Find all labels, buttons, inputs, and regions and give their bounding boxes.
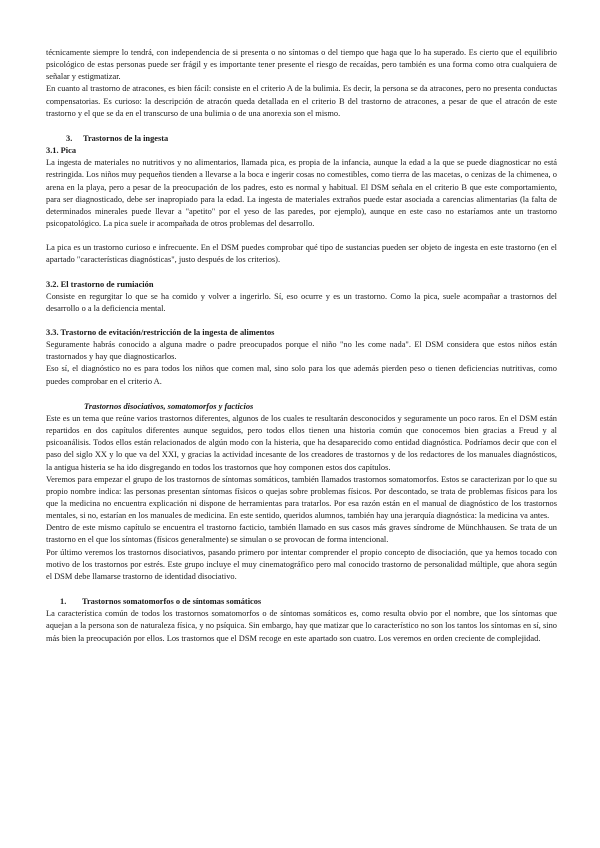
section-title: Trastornos somatomorfos o de síntomas somáticos [82, 597, 262, 607]
paragraph: En cuanto al trastorno de atracones, es bien fácil: consiste en el criterio A de la bulimia. Es decir, la persona se da atracones, pero no presenta conductas compensatorias. Es curioso: la descripción de atracón queda detallada en el criterio B del trastorno de atracones, a pesar de que el atracón de este trastorno y el que se da en el transcurso de una bulimia o de una anorexia son el mismo. [46, 84, 557, 118]
chapter-heading: Trastornos disociativos, somatomorfos y facticios [84, 401, 254, 411]
paragraph: La ingesta de materiales no nutritivos y no alimentarios, llamada pica, es propia de la infancia, aunque la edad a la que se puede diagnosticar no está restringida. Los niños muy pequeños tienden a llevarse a la boca e ingerir cosas no comestibles, como tierra de las macetas, o cenizas de la chimenea, o arena en la playa, pero a pesar de la preocupación de los padres, esto es normal y habitual. El DSM señala en el criterio B que este comportamiento, para ser diagnosticado, debe ser inapropiado para la edad. La ingesta de materiales extraños puede estar asociada a carencias alimentarias (la falta de determinados minerales puede llevar a "apetito" por el yeso de las paredes, por ejemplo), aunque en este caso no estaríamos ante un trastorno psicopatológico. La pica suele ir acompañada de otros problemas del desarrollo. [46, 158, 557, 229]
section-title: Trastornos de la ingesta [83, 133, 169, 143]
paragraph: Este es un tema que reúne varios trastornos diferentes, algunos de los cuales te resultarán desconocidos y seguramente un poco raros. En el DSM están repartidos en dos capítulos diferentes aunque seguidos, pero todos ellos tienen una historia común que conocemos bien gracias a Freud y al psicoanálisis. Todos ellos están relacionados de algún modo con la histeria, que ha desaparecido como entidad diagnóstica. Podríamos decir que con el paso del siglo XX y lo que va del XXI, y gracias la actividad incesante de los creadores de trastornos y de los redactores de los manuales diagnósticos, la antigua histeria se ha ido disgregando en todos los trastornos que hoy componen estos dos capítulos. [46, 413, 557, 472]
subsection-heading: 3.2. El trastorno de rumiación [46, 279, 154, 289]
subsection-heading: 3.1. Pica [46, 146, 77, 156]
paragraph: Seguramente habrás conocido a alguna madre o padre preocupados porque el niño "no les come nada". El DSM considera que estos niños están trastornados y hay que diagnosticarlos. [46, 340, 557, 362]
paragraph: Consiste en regurgitar lo que se ha comido y volver a ingerirlo. Sí, eso ocurre y es un trastorno. Como la pica, suele acompañar a trastornos del desarrollo o a la deficiencia mental. [46, 291, 557, 313]
paragraph: Veremos para empezar el grupo de los trastornos de síntomas somáticos, también llamados trastornos somatomorfos. Estos se caracterizan por lo que su propio nombre indica: las personas presentan síntomas físicos o quejas sobre problemas físicos. Por descontado, se trata de problemas físicos para los que la medicina no encuentra explicación ni dispone de herramientas para tratarlos. Por esa razón están en el manual de diagnóstico de los trastornos mentales, si no, estarían en los manuales de medicina. En este sentido, queridos alumnos, también hay una jerarquía diagnóstica: la medicina va antes. [46, 474, 557, 521]
paragraph: Dentro de este mismo capítulo se encuentra el trastorno facticio, también llamado en sus casos más graves síndrome de Münchhausen. Se trata de un trastorno en el que los síntomas (físicos generalmente) se simulan o se provocan de forma intencional. [46, 523, 557, 545]
section-heading [46, 133, 557, 145]
section-number: 3. [66, 133, 73, 143]
subsection-heading: 3.3. Trastorno de evitación/restricción de la ingesta de alimentos [46, 327, 275, 337]
paragraph: Por último veremos los trastornos disociativos, pasando primero por intentar comprender el propio concepto de disociación, que ya hemos tocado con motivo de los trastornos por estrés. Este grupo incluye el muy cinematográfico pero mal conocido trastorno de personalidad múltiple, que ahora según el DSM debe llamarse trastorno de identidad disociativo. [46, 547, 557, 581]
section-number: 1. [60, 597, 67, 607]
paragraph: La característica común de todos los trastornos somatomorfos o de síntomas somáticos es, como resulta obvio por el nombre, que los síntomas que aquejan a la persona son de naturaleza física, y no psíquica. Sin embargo, hay que matizar que lo característico no son los tantos los síntomas en sí, sino más bien la preocupación por ellos. Los trastornos que el DSM recoge en este apartado son cuatro. Los veremos en orden creciente de complejidad. [46, 609, 557, 643]
paragraph: técnicamente siempre lo tendrá, con independencia de si presenta o no síntomas o del tiempo que haga que lo ha superado. Es cierto que el equilibrio psicológico de estas personas puede ser frágil y es importante tener presente el riesgo de recaídas, pero también es una forma como otra cualquiera de señalar y estigmatizar. [46, 48, 557, 82]
paragraph: La pica es un trastorno curioso e infrecuente. En el DSM puedes comprobar qué tipo de sustancias pueden ser objeto de ingesta en este trastorno (en el apartado "características diagnósticas", justo después de los criterios). [46, 243, 557, 265]
section-heading [46, 596, 557, 608]
paragraph: Eso sí, el diagnóstico no es para todos los niños que comen mal, sino solo para los que además pierden peso o tienen deficiencias nutritivas, como puedes comprobar en el criterio A. [46, 364, 557, 386]
